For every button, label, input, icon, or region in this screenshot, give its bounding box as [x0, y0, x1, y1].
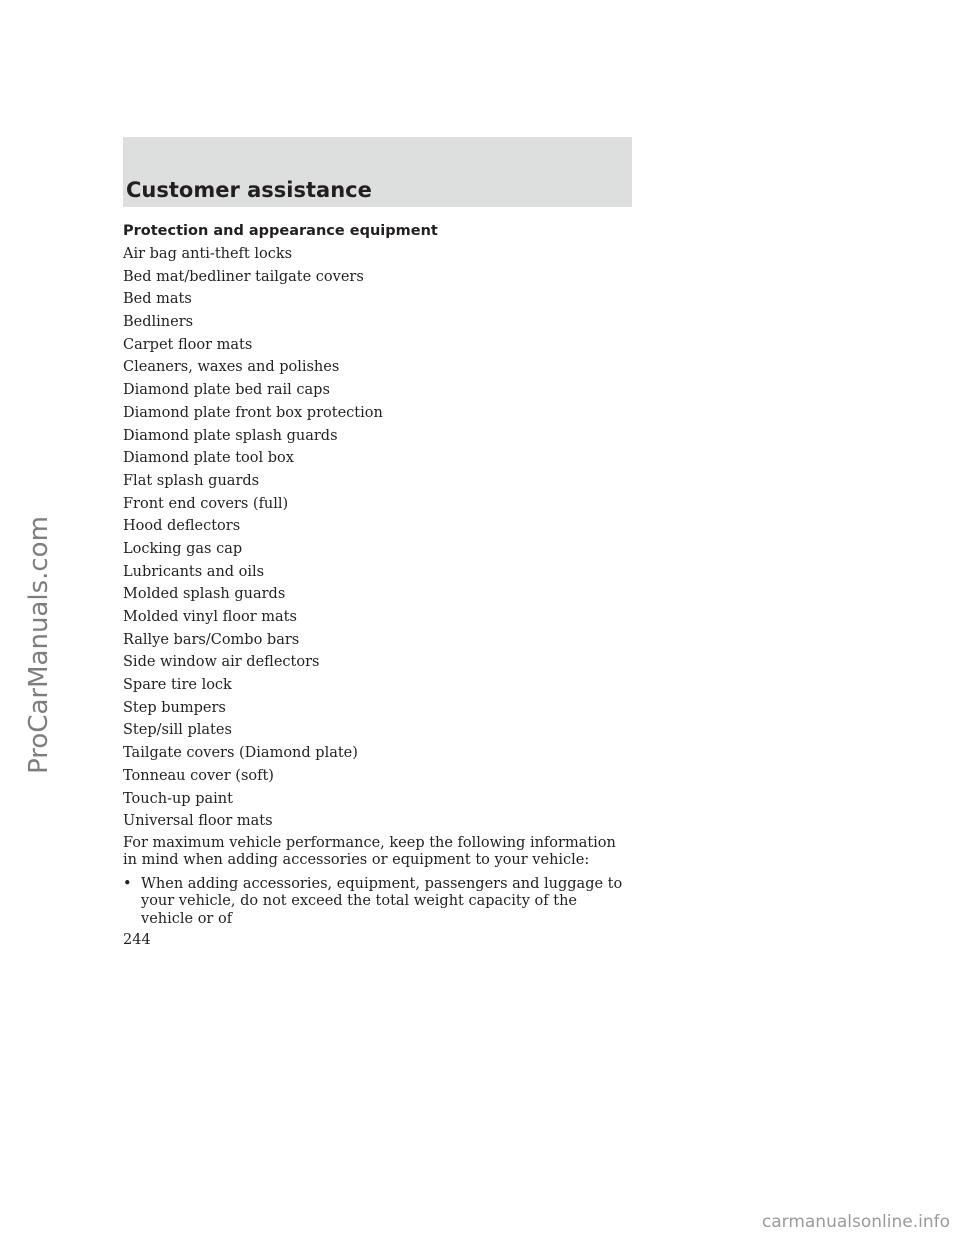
list-item: Diamond plate splash guards: [123, 427, 338, 444]
list-item: Bed mats: [123, 291, 192, 308]
list-item: Locking gas cap: [123, 540, 243, 557]
list-item: Molded splash guards: [123, 586, 286, 603]
list-item: Bed mat/bedliner tailgate covers: [123, 268, 364, 285]
list-item: Step/sill plates: [123, 722, 232, 739]
page-section-title: Customer assistance: [126, 178, 372, 202]
list-item: Cleaners, waxes and polishes: [123, 359, 340, 376]
footer-watermark: carmanualsonline.info: [761, 1212, 950, 1232]
bullet-text: When adding accessories, equipment, passengers and luggage to your vehicle, do not exceed the total weight capacity of the vehicle or of: [141, 875, 623, 927]
list-item: Air bag anti-theft locks: [123, 246, 293, 262]
list-item: Side window air deflectors: [123, 654, 320, 671]
list-item: Tonneau cover (soft): [123, 767, 274, 784]
section-heading: Protection and appearance equipment: [123, 223, 438, 239]
body-paragraph: For maximum vehicle performance, keep the following information in mind when adding accessories or equipment to your vehicle:: [123, 834, 616, 869]
bullet-item: [123, 876, 633, 929]
list-item: Diamond plate bed rail caps: [123, 382, 330, 399]
equipment-list: [123, 245, 633, 831]
side-watermark-text: ProCarManuals.com: [24, 516, 54, 774]
list-item: Molded vinyl floor mats: [123, 609, 297, 625]
list-item: Carpet floor mats: [123, 336, 253, 353]
list-item: Diamond plate tool box: [123, 450, 294, 467]
page-number: 244: [123, 932, 151, 948]
list-item: Diamond plate front box protection: [123, 404, 383, 421]
page-content: [123, 222, 633, 928]
list-item: Bedliners: [123, 314, 194, 331]
list-item: Hood deflectors: [123, 518, 241, 535]
list-item: Rallye bars/Combo bars: [123, 631, 300, 648]
list-item: Touch-up paint: [123, 790, 233, 807]
bullet-icon: •: [123, 875, 132, 892]
list-item: Lubricants and oils: [123, 563, 265, 580]
list-item: Universal floor mats: [123, 813, 273, 830]
side-watermark: [14, 500, 64, 790]
list-item: Step bumpers: [123, 699, 226, 716]
list-item: Front end covers (full): [123, 495, 289, 512]
list-item: Tailgate covers (Diamond plate): [123, 745, 358, 762]
list-item: Spare tire lock: [123, 677, 232, 694]
list-item: Flat splash guards: [123, 472, 260, 489]
